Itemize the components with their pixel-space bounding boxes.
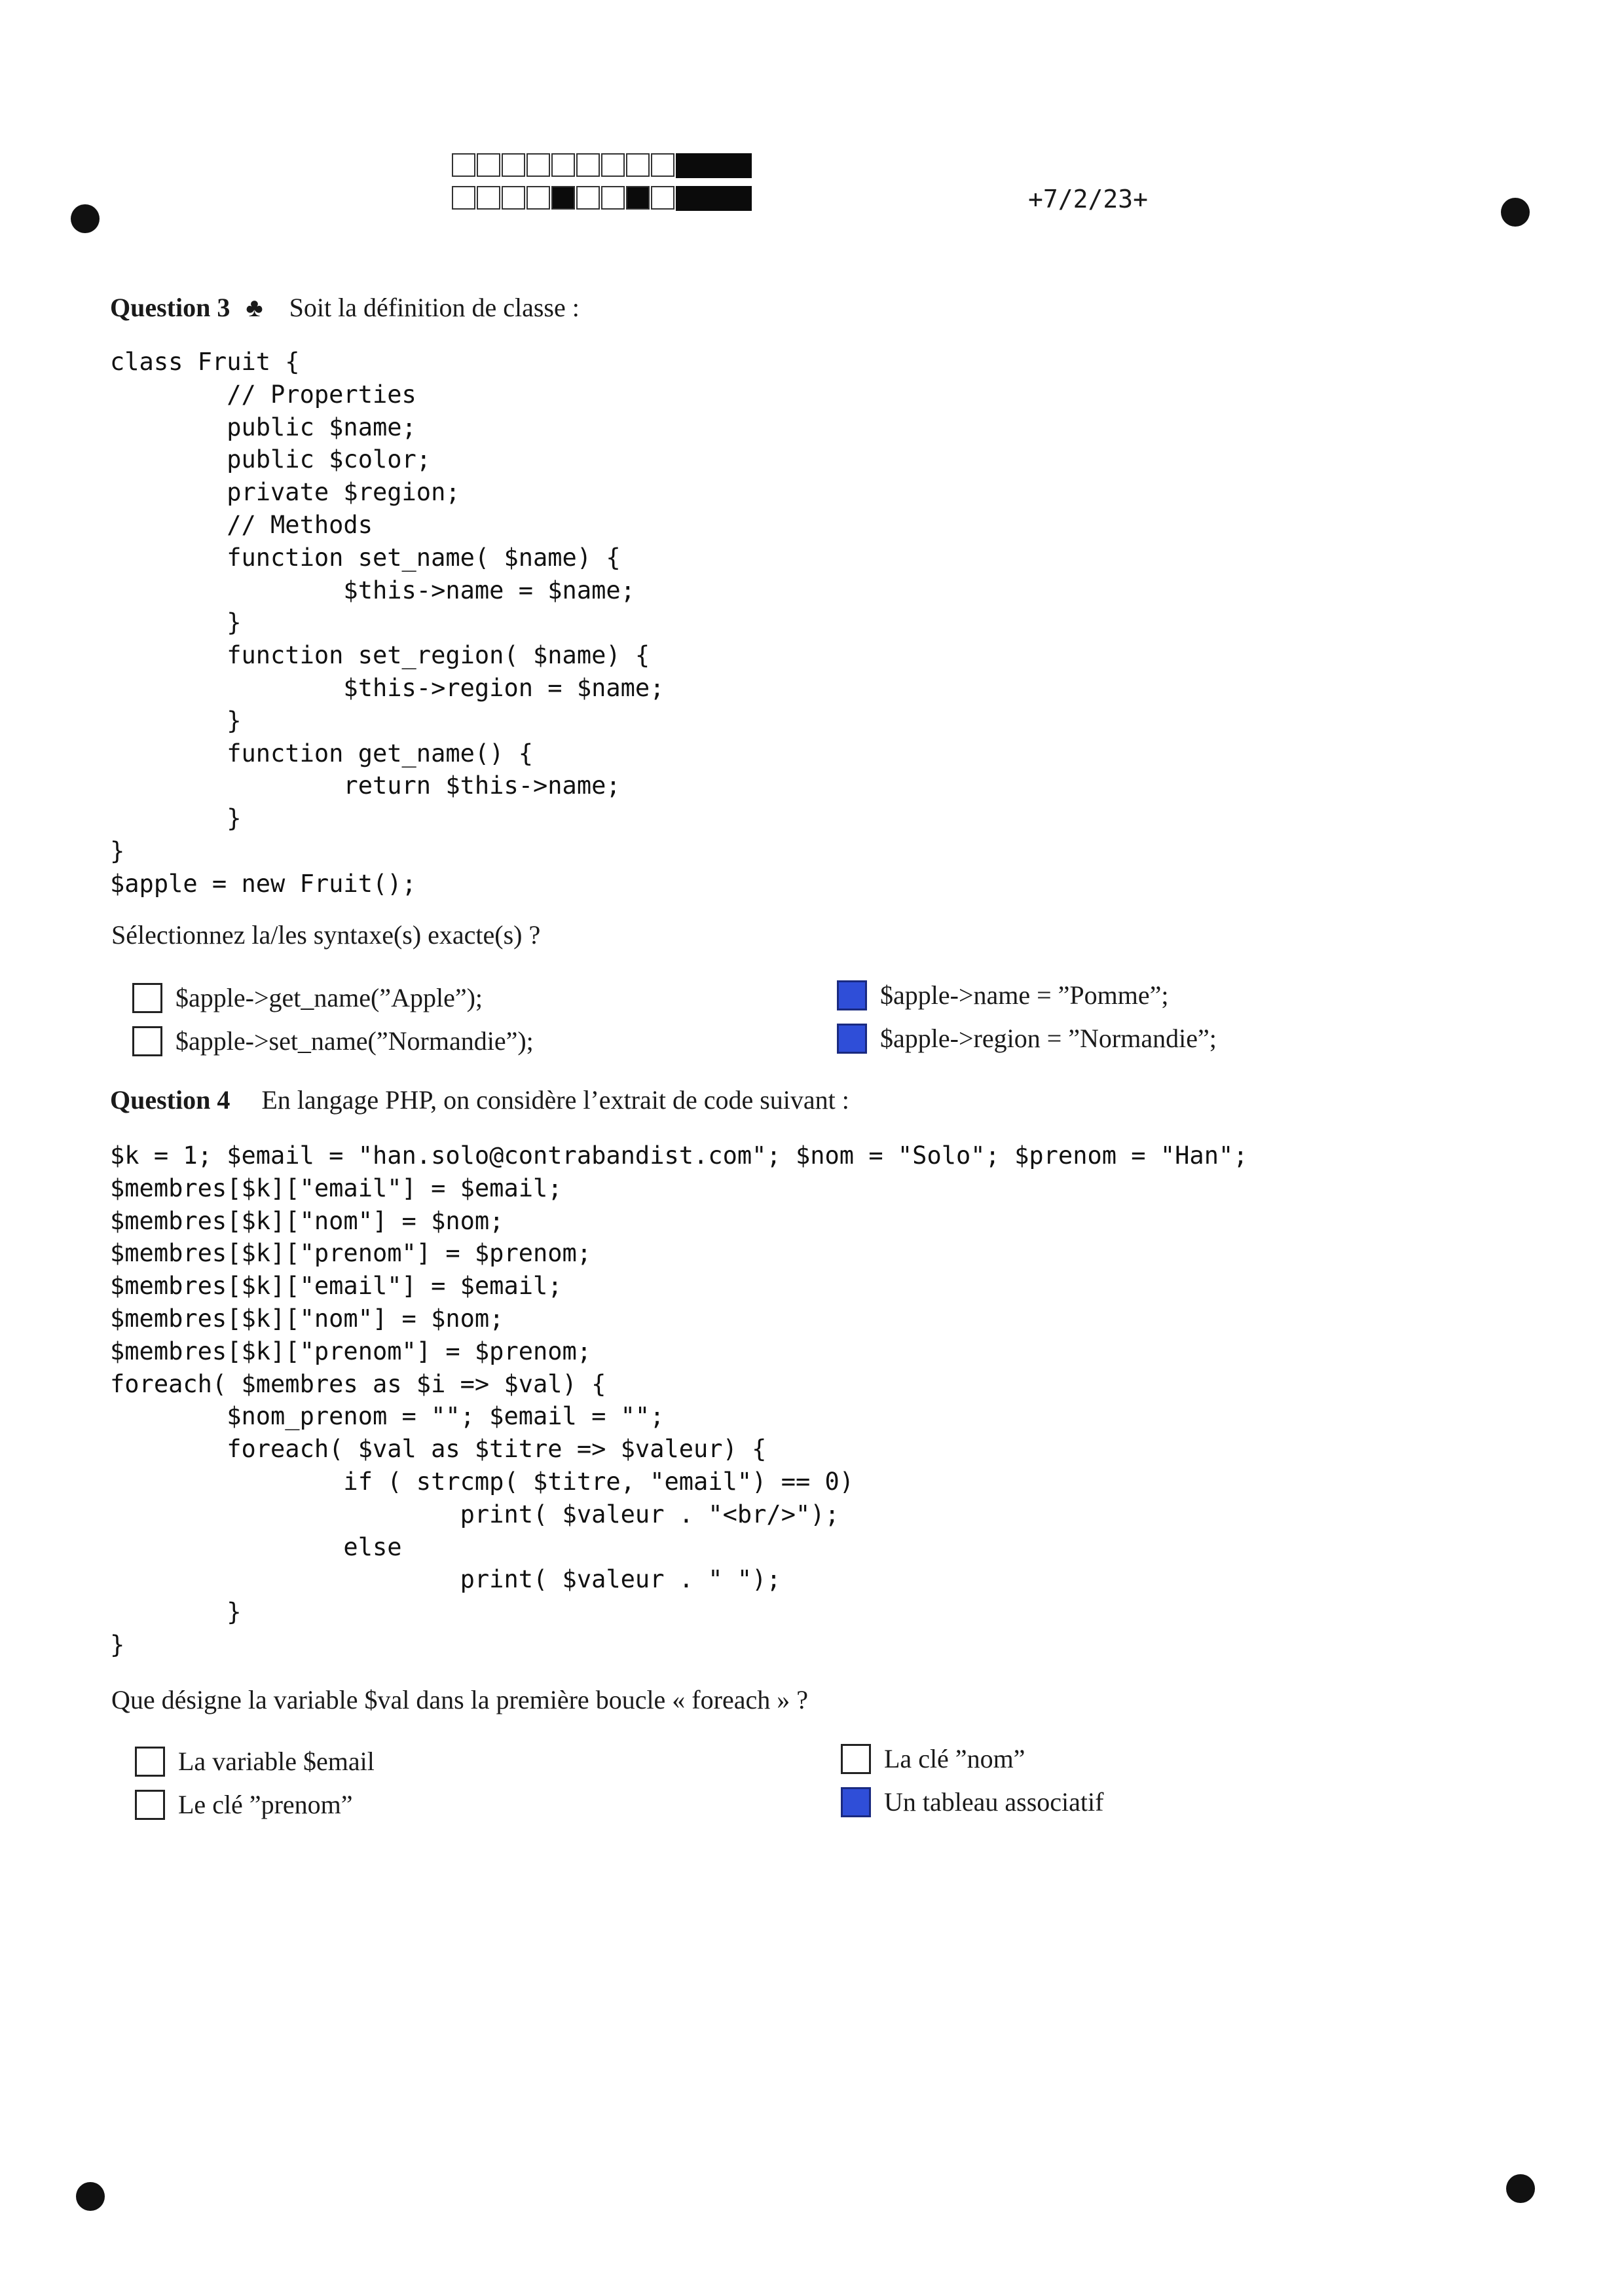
barcode-cell	[477, 153, 500, 177]
barcode-cell	[452, 186, 475, 210]
barcode-cell	[526, 153, 550, 177]
question-3-intro: Soit la définition de classe :	[289, 293, 580, 322]
answer-option[interactable]	[841, 1743, 1025, 1774]
answer-option[interactable]	[135, 1746, 375, 1777]
checkbox[interactable]	[132, 1026, 162, 1056]
barcode-cell	[601, 153, 625, 177]
barcode-cell	[502, 153, 525, 177]
barcode-cell	[626, 153, 650, 177]
barcode-cell	[601, 186, 625, 210]
question-4-prompt: Que désigne la variable $val dans la première boucle « foreach » ?	[111, 1685, 808, 1714]
question-3-label: Question 3	[110, 293, 231, 322]
checkbox[interactable]	[837, 980, 867, 1010]
checkbox[interactable]	[132, 983, 162, 1013]
barcode-cell	[651, 153, 674, 177]
barcode-cell	[502, 186, 525, 210]
question-4-label: Question 4	[110, 1085, 231, 1115]
registration-mark-top-left	[71, 204, 100, 233]
question-4-intro: En langage PHP, on considère l’extrait de code suivant :	[261, 1085, 849, 1115]
barcode-cell	[526, 186, 550, 210]
checkbox[interactable]	[837, 1024, 867, 1054]
barcode-cell	[551, 153, 575, 177]
registration-mark-bottom-right	[1506, 2174, 1535, 2203]
barcode-bar	[676, 153, 752, 178]
page-identifier: +7/2/23+	[1028, 185, 1149, 213]
barcode-cell	[576, 186, 600, 210]
barcode-bottom	[452, 186, 752, 212]
answer-option[interactable]	[135, 1789, 353, 1820]
question-3-prompt: Sélectionnez la/les syntaxe(s) exacte(s) ?	[111, 920, 541, 950]
barcode-cell	[576, 153, 600, 177]
answer-label: $apple->name = ”Pomme”;	[880, 980, 1169, 1010]
checkbox[interactable]	[841, 1787, 871, 1817]
barcode-cell	[626, 186, 650, 210]
answer-label: $apple->set_name(”Normandie”);	[175, 1026, 534, 1056]
barcode-cell	[551, 186, 575, 210]
question-4-heading	[110, 1084, 849, 1115]
answer-option[interactable]	[837, 1023, 1217, 1054]
barcode-top	[452, 153, 752, 179]
answer-option[interactable]	[132, 1026, 534, 1056]
answer-label: La variable $email	[178, 1747, 375, 1776]
question-3-heading	[110, 292, 580, 323]
answer-label: Un tableau associatif	[884, 1787, 1104, 1817]
barcode-bar	[676, 186, 752, 211]
answer-label: $apple->get_name(”Apple”);	[175, 983, 483, 1012]
answer-label: La clé ”nom”	[884, 1744, 1025, 1773]
barcode-cell	[452, 153, 475, 177]
answer-option[interactable]	[132, 982, 483, 1013]
checkbox[interactable]	[135, 1747, 165, 1777]
answer-option[interactable]	[837, 980, 1169, 1010]
checkbox[interactable]	[841, 1744, 871, 1774]
registration-mark-top-right	[1501, 198, 1530, 227]
club-icon: ♣	[246, 293, 263, 322]
answer-label: Le clé ”prenom”	[178, 1790, 353, 1819]
question-3-code: class Fruit { // Properties public $name; public $color; private $region; // Methods function set_name( $name) { $this->name = $name; } function set_region( $name) { $this->region = $name; } function get_name() { return $this->name; } } $apple = new Fruit();	[110, 348, 665, 898]
barcode-cell	[477, 186, 500, 210]
registration-mark-bottom-left	[76, 2182, 105, 2211]
answer-option[interactable]	[841, 1787, 1103, 1817]
question-4-code: $k = 1; $email = "han.solo@contrabandist.com"; $nom = "Solo"; $prenom = "Han"; $membres[$k]["email"] = $email; $membres[$k]["nom"] = $nom; $membres[$k]["prenom"] = $prenom; $membres[$k]["email"] = $email; $membres[$k]["nom"] = $nom; $membres[$k]["prenom"] = $prenom; foreach( $membres as $i => $val) { $nom_prenom = ""; $email = ""; foreach( $val as $titre => $valeur) { if ( strcmp( $titre, "email") == 0) print( $valeur . "<br/>"); else print( $valeur . " "); } }	[110, 1141, 1248, 1659]
barcode-cell	[651, 186, 674, 210]
checkbox[interactable]	[135, 1790, 165, 1820]
answer-label: $apple->region = ”Normandie”;	[880, 1024, 1217, 1053]
